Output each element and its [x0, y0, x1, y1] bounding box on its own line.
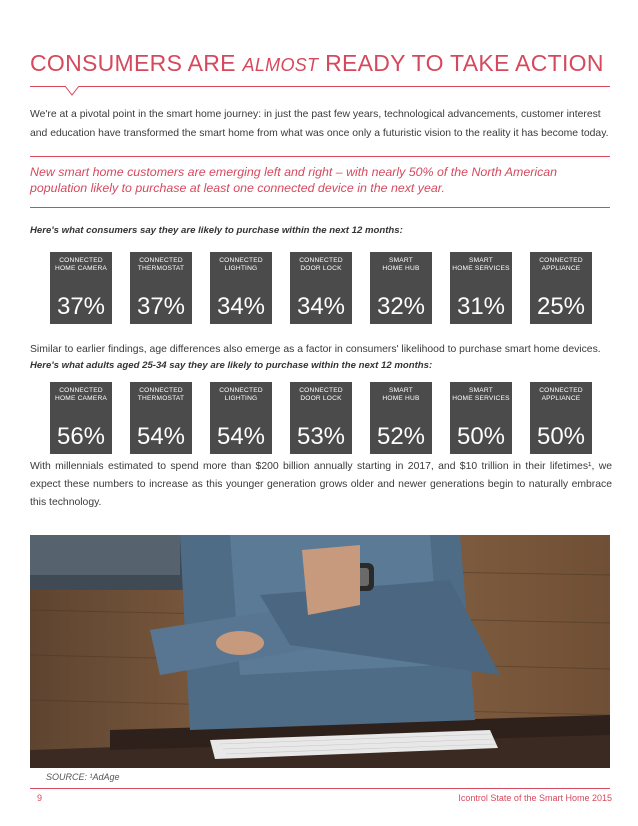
footer-divider	[30, 788, 610, 789]
stat-label: SMART HOME HUB	[382, 387, 420, 402]
title-part-2: READY TO TAKE ACTION	[325, 50, 604, 76]
photo-illustration	[30, 535, 610, 768]
stat-card	[450, 382, 512, 454]
title-notch-icon	[64, 86, 80, 96]
source-note: SOURCE: ¹AdAge	[46, 772, 120, 782]
title-emphasis: ALMOST	[242, 55, 319, 75]
stat-value: 54%	[136, 423, 186, 450]
stat-card	[130, 382, 192, 454]
title-part-1: CONSUMERS ARE	[30, 50, 236, 76]
adults-lead: Here's what adults aged 25-34 say they are likely to purchase within the next 12 months:	[30, 360, 433, 371]
stat-value: 54%	[216, 423, 266, 450]
consumers-lead: Here's what consumers say they are likely to purchase within the next 12 months:	[30, 225, 403, 236]
footer-doc-title: Icontrol State of the Smart Home 2015	[458, 793, 612, 803]
title-divider-left	[30, 86, 66, 87]
stat-value: 50%	[456, 423, 506, 450]
stat-card	[210, 252, 272, 324]
stat-card	[290, 252, 352, 324]
stat-card	[450, 252, 512, 324]
stat-value: 34%	[296, 293, 346, 320]
stat-value: 50%	[536, 423, 586, 450]
stat-card	[50, 382, 112, 454]
stat-value: 32%	[376, 293, 426, 320]
stat-value: 34%	[216, 293, 266, 320]
page-number: 9	[37, 793, 43, 803]
stat-card	[290, 382, 352, 454]
adults-section-intro	[30, 342, 612, 374]
stat-label: CONNECTED LIGHTING	[219, 257, 263, 272]
stat-card	[210, 382, 272, 454]
stat-label: SMART HOME HUB	[382, 257, 420, 272]
consumer-stat-row	[50, 252, 590, 324]
pull-quote: New smart home customers are emerging left and right – with nearly 50% of the North American population likely to purchase at least one connected device in the next year.	[30, 165, 558, 195]
adults-stat-row	[50, 382, 590, 454]
stat-value: 53%	[296, 423, 346, 450]
adults-intro-text: Similar to earlier findings, age differences also emerge as a factor in consumers' likelihood to purchase smart home devices.	[30, 344, 601, 355]
stat-card	[530, 382, 592, 454]
stat-card	[130, 252, 192, 324]
quote-divider-top	[30, 156, 610, 157]
stat-label: CONNECTED APPLIANCE	[539, 257, 583, 272]
stat-label: CONNECTED APPLIANCE	[539, 387, 583, 402]
stat-label: CONNECTED LIGHTING	[219, 387, 263, 402]
closing-paragraph: With millennials estimated to spend more than $200 billion annually starting in 2017, and $10 trillion in their lifetimes¹, we expect these numbers to increase as this younger generation grows older and newer generations begin to naturally embrace this technology.	[30, 461, 612, 508]
stat-label: CONNECTED HOME CAMERA	[54, 387, 108, 402]
quote-divider-bottom	[30, 207, 610, 208]
stat-card	[370, 252, 432, 324]
intro-paragraph: We're at a pivotal point in the smart home journey: in just the past few years, technological advancements, customer interest and education have transformed the smart home from what was once only a futuristic vision to the reality it has become today.	[30, 109, 609, 139]
stat-card	[50, 252, 112, 324]
stat-label: SMART HOME SERVICES	[452, 387, 510, 402]
stat-label: CONNECTED THERMOSTAT	[137, 257, 185, 272]
stat-value: 25%	[536, 293, 586, 320]
stat-card	[370, 382, 432, 454]
title-divider-right	[79, 86, 610, 87]
stat-card	[530, 252, 592, 324]
stat-value: 52%	[376, 423, 426, 450]
stat-value: 31%	[456, 293, 506, 320]
page-title	[30, 50, 610, 77]
stat-value: 37%	[56, 293, 106, 320]
person-at-desk-photo	[30, 535, 610, 768]
stat-label: CONNECTED DOOR LOCK	[299, 257, 343, 272]
stat-label: CONNECTED HOME CAMERA	[54, 257, 108, 272]
stat-label: CONNECTED DOOR LOCK	[299, 387, 343, 402]
stat-label: SMART HOME SERVICES	[452, 257, 510, 272]
stat-value: 56%	[56, 423, 106, 450]
stat-value: 37%	[136, 293, 186, 320]
stat-label: CONNECTED THERMOSTAT	[137, 387, 185, 402]
